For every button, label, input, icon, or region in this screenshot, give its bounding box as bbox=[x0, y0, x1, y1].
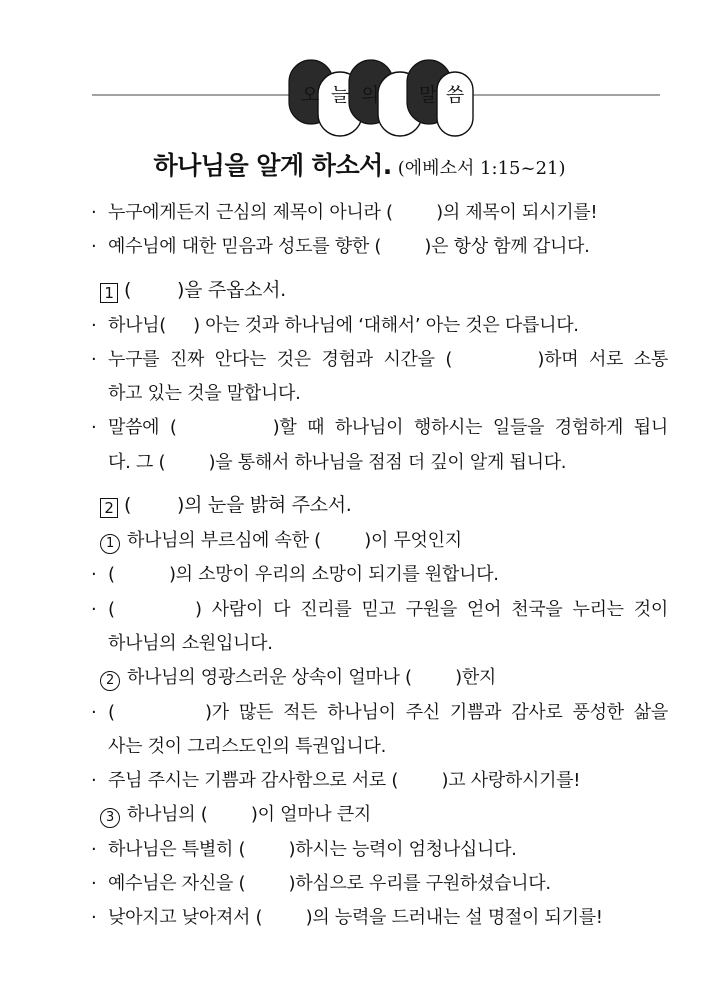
line-text: 하나님의 소원입니다. bbox=[108, 632, 273, 654]
bullet-dot: · bbox=[91, 907, 97, 929]
bullet-dot: · bbox=[91, 701, 97, 723]
point-number-circle: 3 bbox=[100, 808, 120, 828]
line-text: 하나님의 영광스러운 상속이 얼마나 ( )한지 bbox=[127, 667, 496, 689]
line-text: ( )을 주옵소서. bbox=[124, 278, 286, 301]
line-text: 예수님에 대한 믿음과 성도를 향한 ( )은 항상 함께 갑니다. bbox=[108, 236, 590, 258]
line-text: 누구에게든지 근심의 제목이 아니라 ( )의 제목이 되시기를! bbox=[108, 202, 598, 223]
header-char-5: 씀 bbox=[445, 84, 465, 106]
bullet-line bbox=[91, 343, 668, 377]
bullet-dot: · bbox=[91, 838, 97, 860]
line-text: 사는 것이 그리스도인의 특권입니다. bbox=[108, 735, 387, 757]
line-text: 낮아지고 낮아져서 ( )의 능력을 드러내는 설 명절이 되기를! bbox=[108, 907, 603, 929]
bullet-line bbox=[91, 230, 668, 264]
line-text: ( )의 소망이 우리의 소망이 되기를 원합니다. bbox=[108, 564, 499, 586]
line-text: 하고 있는 것을 말합니다. bbox=[108, 383, 301, 405]
todays-word-header bbox=[0, 58, 719, 138]
continuation-line bbox=[108, 627, 668, 661]
continuation-line bbox=[108, 446, 668, 480]
sermon-content bbox=[91, 196, 668, 936]
point-heading bbox=[100, 524, 668, 558]
continuation-line bbox=[108, 730, 668, 764]
point-number-circle: 2 bbox=[100, 671, 120, 691]
bullet-line bbox=[91, 196, 668, 230]
header-char-2: 늘 bbox=[330, 84, 350, 106]
line-text: 하나님의 ( )이 얼마나 큰지 bbox=[127, 804, 371, 826]
bullet-line bbox=[91, 593, 668, 627]
line-text: 하나님의 부르심에 속한 ( )이 무엇인지 bbox=[127, 530, 462, 552]
point-number-circle: 1 bbox=[100, 534, 120, 554]
bullet-dot: · bbox=[91, 564, 97, 586]
header-char-4: 말 bbox=[418, 84, 438, 106]
bullet-dot: · bbox=[91, 417, 97, 439]
bullet-line bbox=[91, 867, 668, 901]
sermon-title bbox=[0, 146, 719, 182]
point-heading bbox=[100, 661, 668, 695]
line-text: 하나님은 특별히 ( )하시는 능력이 엄청나십니다. bbox=[108, 838, 517, 860]
bullet-line bbox=[91, 901, 668, 935]
section-number-box: 2 bbox=[100, 498, 118, 518]
section-number-box: 1 bbox=[100, 283, 118, 303]
bullet-dot: · bbox=[91, 236, 97, 258]
bullet-dot: · bbox=[91, 348, 97, 370]
section-heading bbox=[100, 271, 668, 309]
line-text: 하나님( ) 아는 것과 하나님에 ‘대해서’ 아는 것은 다릅니다. bbox=[108, 314, 579, 336]
line-text: 주님 주시는 기쁨과 감사함으로 서로 ( )고 사랑하시기를! bbox=[108, 770, 581, 792]
bullet-line bbox=[91, 309, 668, 343]
bullet-dot: · bbox=[91, 598, 97, 620]
title-main: 하나님을 알게 하소서. bbox=[153, 151, 392, 180]
line-text: 누구를 진짜 안다는 것은 경험과 시간을 ( )하며 서로 소통 bbox=[108, 348, 668, 370]
bullet-line bbox=[91, 558, 668, 592]
continuation-line bbox=[108, 377, 668, 411]
line-text: 다. 그 ( )을 통해서 하나님을 점점 더 깊이 알게 됩니다. bbox=[108, 451, 567, 473]
line-text: ( )가 많든 적든 하나님이 주신 기쁨과 감사로 풍성한 삶을 bbox=[108, 701, 668, 723]
bullet-dot: · bbox=[91, 202, 97, 223]
line-text: 말씀에 ( )할 때 하나님이 행하시는 일들을 경험하게 됩니 bbox=[108, 417, 668, 439]
point-heading bbox=[100, 798, 668, 832]
header-char-3: 의 bbox=[360, 84, 380, 106]
bullet-line bbox=[91, 696, 668, 730]
bullet-line bbox=[91, 764, 668, 798]
line-text: 예수님은 자신을 ( )하심으로 우리를 구원하셨습니다. bbox=[108, 873, 551, 895]
header-char-1: 오 bbox=[300, 84, 320, 106]
bullet-dot: · bbox=[91, 873, 97, 895]
line-text: ( )의 눈을 밝혀 주소서. bbox=[124, 494, 352, 517]
section-heading bbox=[100, 486, 668, 524]
title-reference: (에베소서 1:15~21) bbox=[397, 158, 566, 179]
bullet-dot: · bbox=[91, 314, 97, 336]
bullet-dot: · bbox=[91, 770, 97, 792]
bullet-line bbox=[91, 411, 668, 445]
line-text: ( ) 사람이 다 진리를 믿고 구원을 얻어 천국을 누리는 것이 bbox=[108, 598, 668, 620]
bullet-line bbox=[91, 833, 668, 867]
